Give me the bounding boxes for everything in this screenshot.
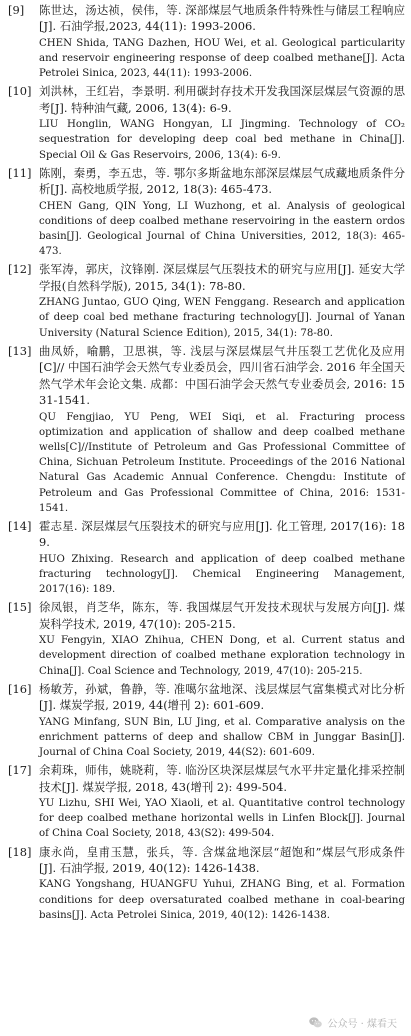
reference-number: [15] xyxy=(8,600,32,615)
reference-item xyxy=(8,83,405,162)
reference-chinese-text: 康永尚，皇甫玉慧，张兵，等. 含煤盆地深层“超饱和”煤层气形成条件[J]. 石油学报, 2019, 40(12): 1426-1438. xyxy=(39,844,405,876)
reference-item xyxy=(8,343,405,516)
reference-english-text: CHEN Shida, TANG Dazhen, HOU Wei, et al. Geological particularity and reservoir engineering response of deep coalbed methane[J]. Acta Petrolei Sinica, 2023, 44(11): 1993-2006. xyxy=(39,37,405,80)
reference-chinese-text: 刘洪林，王红岩，李景明. 利用碳封存技术开发我国深层煤层气资源的思考[J]. 特种油气藏, 2006, 13(4): 6-9. xyxy=(39,84,405,115)
reference-chinese-text: 曲凤娇，喻鹏，卫思祺，等. 浅层与深层煤层气井压裂工艺优化及应用[C]// 中国石油学会天然气专业委员会，四川省石油学会. 2016 年全国天然气学术年会论文集. 成都：中国石油学会天然气专业委员会, 2016: 1531-1541. xyxy=(39,343,405,408)
reference-item xyxy=(8,518,405,597)
reference-body xyxy=(39,165,405,260)
reference-english-text: HUO Zhixing. Research and application of deep coalbed methane fracturing technology[J]. Chemical Engineering Management, 2017(16): 189. xyxy=(39,553,405,596)
reference-item xyxy=(8,681,405,760)
reference-english-text: KANG Yongshang, HUANGFU Yuhui, ZHANG Bing, et al. Formation conditions for deep oversaturated coalbed methane in coal-bearing basins[J]. Acta Petrolei Sinica, 2019, 40(12): 1426-1438. xyxy=(39,879,405,921)
reference-number: [9] xyxy=(8,3,25,17)
reference-item xyxy=(8,762,405,841)
reference-number: [18] xyxy=(8,844,32,859)
reference-body xyxy=(39,599,405,678)
reference-body xyxy=(39,762,405,841)
reference-number: [10] xyxy=(8,84,32,99)
reference-number: [12] xyxy=(8,262,32,277)
reference-chinese-text: 杨敏芳，孙斌，鲁静，等. 准噶尔盆地深、浅层煤层气富集模式对比分析[J]. 煤炭学报, 2019, 44(增刊 2): 601-609. xyxy=(39,681,405,713)
reference-chinese-text: 陈世达，汤达祯，侯伟，等. 深部煤层气地质条件特殊性与储层工程响应[J]. 石油学报,2023, 44(11): 1993-2006. xyxy=(39,3,405,34)
watermark xyxy=(308,1015,397,1030)
reference-english-text: YANG Minfang, SUN Bin, LU Jing, et al. Comparative analysis on the enrichment patterns of deep and shallow CBM in Junggar Basin[J]. Journal of China Coal Society, 2019, 44(S2): 601-609. xyxy=(39,716,405,758)
reference-chinese-text: 陈刚，秦勇，李五忠，等. 鄂尔多斯盆地东部深层煤层气成藏地质条件分析[J]. 高校地质学报, 2012, 18(3): 465-473. xyxy=(39,165,405,197)
reference-number: [13] xyxy=(8,343,32,358)
reference-english-text: YU Lizhu, SHI Wei, YAO Xiaoli, et al. Quantitative control technology for deep coalbed methane horizontal wells in Linfen Block[J]. Journal of China Coal Society, 2018, 43(S2): 499-504. xyxy=(39,798,405,840)
reference-english-text: CHEN Gang, QIN Yong, LI Wuzhong, et al. Analysis of geological conditions of deep coalbed methane reservoiring in the eastern ordos basin[J]. Geological Journal of China Universities, 2012, 18(3): 465-473. xyxy=(39,200,405,258)
reference-body xyxy=(39,343,405,516)
reference-english-text: ZHANG Juntao, GUO Qing, WEN Fenggang. Research and application of deep coal bed methane fracturing technology[J]. Journal of Yanan University (Natural Science Edition), 2015, 34(1): 78-80. xyxy=(39,297,405,339)
reference-body xyxy=(39,518,405,597)
reference-body xyxy=(39,83,405,162)
wechat-icon xyxy=(308,1015,323,1030)
reference-body xyxy=(39,2,405,81)
reference-chinese-text: 余莉珠，师伟，姚晓莉，等. 临汾区块深层煤层气水平井定量化排采控制技术[J]. 煤炭学报, 2018, 43(增刊 2): 499-504. xyxy=(39,763,405,794)
reference-number: [11] xyxy=(8,165,32,180)
watermark-text: 公众号 · 煤看天 xyxy=(327,1019,397,1030)
reference-item xyxy=(8,844,405,923)
reference-item xyxy=(8,2,405,81)
reference-item xyxy=(8,599,405,678)
reference-chinese-text: 张军涛，郭庆，汶锋刚. 深层煤层气压裂技术的研究与应用[J]. 延安大学学报(自然科学版), 2015, 34(1): 78-80. xyxy=(39,262,405,293)
reference-english-text: LIU Honglin, WANG Hongyan, LI Jingming. Technology of CO₂ sequestration for developing deep coal bed methane in China[J]. Special Oil & Gas Reservoirs, 2006, 13(4): 6-9. xyxy=(39,119,405,161)
reference-number: [14] xyxy=(8,518,32,533)
reference-item xyxy=(8,261,405,340)
reference-number: [16] xyxy=(8,681,32,696)
reference-number: [17] xyxy=(8,763,32,778)
reference-body xyxy=(39,844,405,923)
reference-english-text: XU Fengyin, XIAO Zhihua, CHEN Dong, et al. Current status and development direction of coalbed methane exploration technology in China[J]. Coal Science and Technology, 2019, 47(10): 205-215. xyxy=(39,635,405,677)
reference-item xyxy=(8,165,405,260)
reference-english-text: QU Fengjiao, YU Peng, WEI Siqi, et al. Fracturing process optimization and application of shallow and deep coalbed methane wells[C]//Institute of Petroleum and Gas Professional Committee of China, Sichuan Petroleum Institute. Proceedings of the 2016 National Natural Gas Academic Annual Conference. Chengdu: Institute of Petroleum and Gas Professional Committee of China, 2016: 1531-1541. xyxy=(39,411,405,514)
reference-chinese-text: 霍志星. 深层煤层气压裂技术的研究与应用[J]. 化工管理, 2017(16): 189. xyxy=(39,518,405,550)
reference-body xyxy=(39,681,405,760)
reference-body xyxy=(39,261,405,340)
reference-chinese-text: 徐凤银，肖芝华，陈东，等. 我国煤层气开发技术现状与发展方向[J]. 煤炭科学技术, 2019, 47(10): 205-215. xyxy=(39,600,405,631)
